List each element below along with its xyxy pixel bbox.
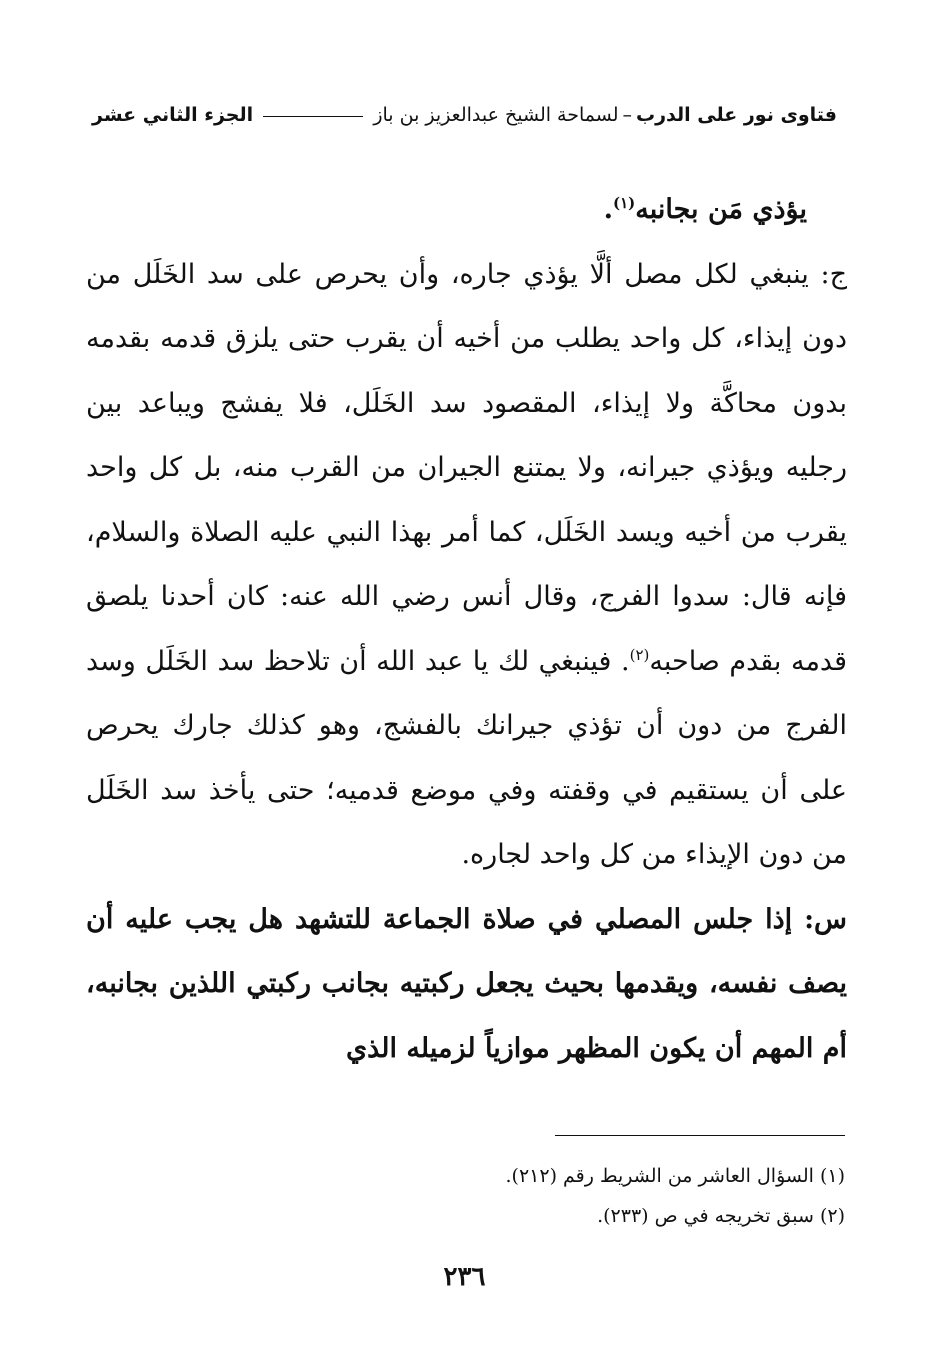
footnote-ref-2: (٢) — [629, 645, 650, 664]
page-number: ٢٣٦ — [443, 1262, 486, 1292]
question-continuation: يؤذي مَن بجانبه$^{(١)}$. — [603, 194, 807, 225]
header-author: لسماحة الشيخ عبدالعزيز بن باز — [373, 104, 619, 126]
footnotes — [86, 1156, 845, 1236]
main-text — [86, 178, 847, 1081]
footnote-1: (١) السؤال العاشر من الشريط رقم (٢١٢). — [505, 1165, 845, 1187]
answer-paragraph: ج: ينبغي لكل مصل ألَّا يؤذي جاره، وأن يحرص على سد الخَلَل من دون إيذاء، كل واحد يطلب من أخيه أن يقرب حتى يلزق قدمه بقدمه بدون محاكَّة ولا إيذاء، المقصود سد الخَلَل، فلا يفشج ويباعد بين رجليه ويؤذي جيرانه، ولا يمتنع الجيران من القرب منه، بل كل واحد يقرب من أخيه ويسد الخَلَل، كما أمر بهذا النبي عليه الصلاة والسلام، فإنه قال: سدوا الفرج، وقال أنس رضي الله عنه: كان أحدنا يلصق قدمه بقدم صاحبه$^{(٢)}$. فينبغي لك يا عبد الله أن تلاحظ سد الخَلَل وسد الفرج من دون أن تؤذي جيرانك بالفشج، وهو كذلك جارك يحرص على أن يستقيم في وقفته وفي موضع قدميه؛ حتى يأخذ سد الخَلَل من دون الإيذاء من كل واحد لجاره. — [86, 258, 847, 870]
question-paragraph: س: إذا جلس المصلي في صلاة الجماعة للتشهد هل يجب عليه أن يصف نفسه، ويقدمها بحيث يجعل ركبتيه بجانب ركبتي اللذين بجانبه، أم المهم أن يكون المظهر موازياً لزميله الذي — [86, 903, 847, 1064]
footnote-2: (٢) سبق تخريجه في ص (٢٣٣). — [597, 1205, 845, 1227]
header-rule — [263, 116, 363, 117]
footnote-separator — [555, 1135, 845, 1136]
header-book-title: فتاوى نور على الدرب — [636, 104, 837, 126]
running-header — [92, 98, 837, 132]
footnote-ref-1: (١) — [612, 194, 636, 212]
header-volume: الجزء الثاني عشر — [92, 104, 254, 126]
header-separator: – — [622, 104, 632, 126]
